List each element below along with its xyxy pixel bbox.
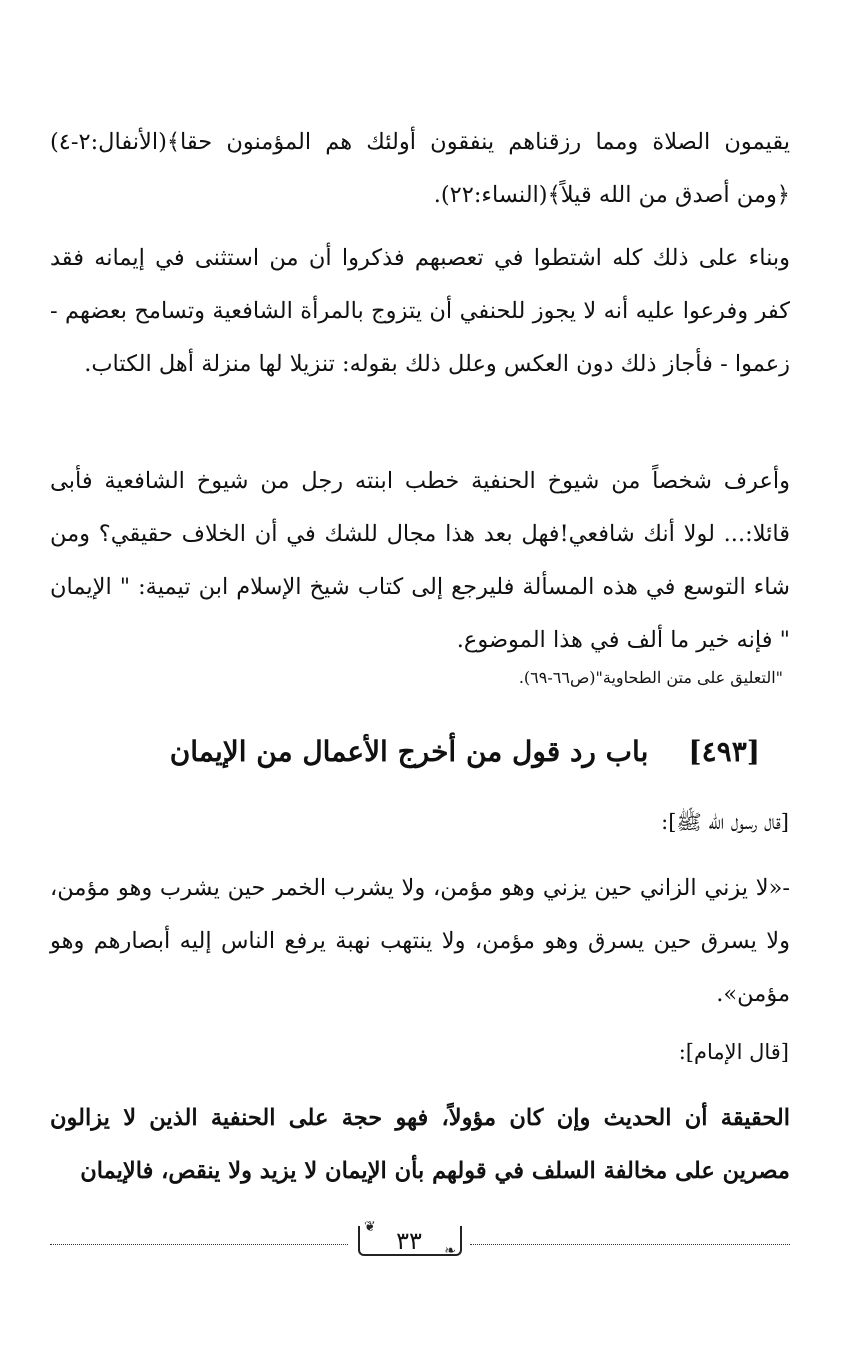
paragraph-quran-quote: يقيمون الصلاة ومما رزقناهم ينفقون أولئك هم المؤمنون حقا﴾(الأنفال:٢-٤) ﴿ومن أصدق من الله قيلاً﴾(النساء:٢٢). bbox=[50, 129, 790, 208]
ornament-flourish-icon: ❧ bbox=[444, 1243, 456, 1259]
footer-dotted-rule-right bbox=[470, 1244, 790, 1245]
source-citation: "التعليق على متن الطحاوية"(ص٦٦-٦٩). bbox=[518, 668, 783, 687]
imam-said-label: [قال الإمام]: bbox=[678, 1040, 789, 1064]
paragraph-hanafi-extremism: وبناء على ذلك كله اشتطوا في تعصبهم فذكروا أن من استثنى في إيمانه فقد كفر وفرعوا عليه أنه لا يجوز للحنفي أن يتزوج بالمرأة الشافعية وتسامح بعضهم - زعموا - فأجاز ذلك دون العكس وعلل ذلك بقوله: تنزيلا لها منزلة أهل الكتاب. bbox=[50, 245, 790, 377]
chapter-title: باب رد قول من أخرج الأعمال من الإيمان bbox=[169, 735, 649, 768]
chapter-number: [٤٩٣] bbox=[688, 735, 760, 768]
prophet-said-label: [قال رسول الله ﷺ]: bbox=[661, 810, 789, 834]
page-number: ٣٣ bbox=[396, 1227, 422, 1255]
imam-commentary: الحقيقة أن الحديث وإن كان مؤولاً، فهو حجة على الحنفية الذين لا يزالون مصرين على مخالفة السلف في قولهم بأن الإيمان لا يزيد ولا ينقص، فالإيمان bbox=[50, 1105, 790, 1184]
hadith-text: -«لا يزني الزاني حين يزني وهو مؤمن، ولا يشرب الخمر حين يشرب وهو مؤمن، ولا يسرق حين يسرق وهو مؤمن، ولا ينتهب نهبة يرفع الناس إليه أبصارهم وهو مؤمن». bbox=[50, 875, 790, 1007]
ornament-flourish-icon: ❦ bbox=[364, 1219, 376, 1235]
footer-dotted-rule-left bbox=[50, 1244, 348, 1245]
chapter-heading bbox=[100, 730, 760, 774]
page-number-frame bbox=[350, 1219, 468, 1260]
paragraph-anecdote: وأعرف شخصاً من شيوخ الحنفية خطب ابنته رجل من شيوخ الشافعية فأبى قائلا:... لولا أنك شافعي!فهل بعد هذا مجال للشك في أن الخلاف حقيقي؟ ومن شاء التوسع في هذه المسألة فليرجع إلى كتاب شيخ الإسلام ابن تيمية: " الإيمان " فإنه خير ما ألف في هذا الموضوع. bbox=[50, 468, 790, 653]
